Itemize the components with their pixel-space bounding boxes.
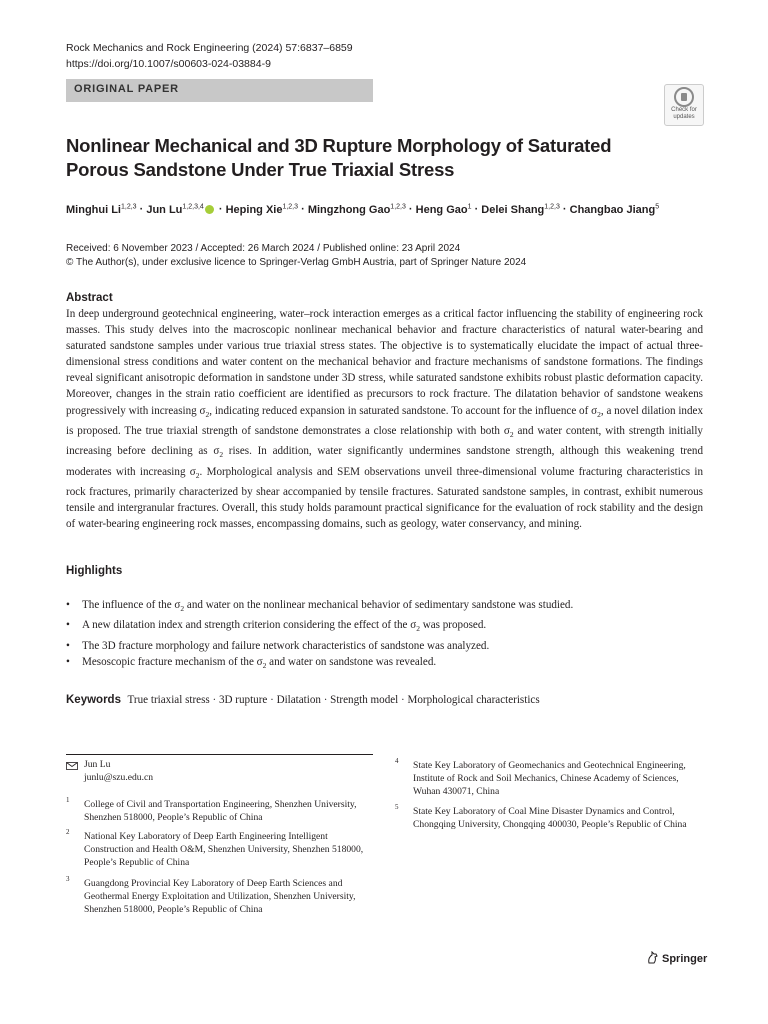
affiliation-number: 5 <box>395 803 399 811</box>
footnote-divider <box>66 754 373 755</box>
affiliation-text: College of Civil and Transportation Engineering, Shenzhen University, Shenzhen 518000, People’s Republic of China <box>84 799 357 823</box>
orcid-icon[interactable] <box>205 205 214 214</box>
article-type-label: ORIGINAL PAPER <box>74 83 179 95</box>
author-affiliation-marker: 5 <box>655 203 660 210</box>
author[interactable] <box>481 204 560 216</box>
author-affiliation-marker: 1,2,3 <box>544 203 560 210</box>
affiliation-number: 3 <box>66 875 70 883</box>
author[interactable] <box>66 204 137 216</box>
corresponding-email[interactable]: junlu@szu.edu.cn <box>84 771 154 783</box>
envelope-icon <box>66 762 78 770</box>
journal-citation: Rock Mechanics and Rock Engineering (2024) 57:6837–6859 <box>66 42 353 54</box>
author-separator: · <box>136 203 147 216</box>
author-name: Delei Shang <box>481 203 545 216</box>
affiliation-number: 1 <box>66 796 70 804</box>
author[interactable] <box>308 204 406 216</box>
affiliation-text: State Key Laboratory of Geomechanics and Geotechnical Engineering, Institute of Rock and Soil Mechanics, Chinese Academy of Sciences, Wuhan 430071, China <box>413 760 686 797</box>
author-name: Jun Lu <box>146 203 183 216</box>
author-affiliation-marker: 1,2,3 <box>390 203 406 210</box>
check-updates-icon <box>674 87 694 107</box>
check-updates-line2: updates <box>673 114 695 120</box>
author[interactable] <box>226 204 298 216</box>
author-name: Minghui Li <box>66 203 121 216</box>
author-name: Mingzhong Gao <box>307 203 391 216</box>
author-affiliation-marker: 1 <box>467 203 472 210</box>
affiliation-number: 2 <box>66 828 70 836</box>
highlights-list <box>66 597 706 674</box>
affiliation-number: 4 <box>395 757 399 765</box>
author[interactable] <box>146 204 215 216</box>
publication-info <box>66 242 526 270</box>
corresponding-author: Jun Lu <box>84 759 111 770</box>
paper-title: Nonlinear Mechanical and 3D Rupture Morphology of Saturated Porous Sandstone Under True Triaxial Stress <box>66 135 612 180</box>
highlight-item: • A new dilatation index and strength criterion considering the effect of the $\sigma_2$ was proposed. <box>66 617 706 637</box>
copyright-line: © The Author(s), under exclusive licence to Springer-Verlag GmbH Austria, part of Springer Nature 2024 <box>66 257 527 268</box>
springer-horse-icon <box>646 951 659 964</box>
author-separator: · <box>405 203 416 216</box>
doi-link[interactable]: https://doi.org/10.1007/s00603-024-03884-9 <box>66 58 271 70</box>
highlight-item: • The 3D fracture morphology and failure network characteristics of sandstone was analyzed. <box>66 638 706 654</box>
author-list <box>66 203 706 216</box>
publisher-logo <box>646 951 707 965</box>
check-updates-line1: Check for <box>671 107 697 113</box>
abstract-text: In deep underground geotechnical engineering, water–rock interaction emerges as a critical factor influencing the stability of engineering rock masses. This study delves into the macroscopic nonlinear mechanical behavior and fracture characteristics of natural water-bearing and saturated sandstone samples under various true triaxial stress states. The objective is to systematically elucidate the impact of actual three-dimensional stress conditions and water content on the mechanical behavior and fracture mechanisms of sandstone formations. The findings reveal significant anisotropic deformation in sandstone under 3D stress, while saturated sandstone exhibits robust plastic deformation capacity. Moreover, changes in the strain ratio coefficient are identified as precursors to rock fracture. The dilatation behavior of sandstone weakens progressively with increasing $\sigma_2$, indicating reduced expansion in saturated sandstone. To account for the influence of $\sigma_2$, a novel dilation index is proposed. The true triaxial strength of sandstone demonstrates a close relationship with both $\sigma_2$ and water content, with strength initially increasing before declining as $\sigma_2$ rises. In addition, water significantly undermines sandstone strength, although this weakening trend moderates with increasing $\sigma_2$. Morphological analysis and SEM observations unveil three-dimensional volume fracturing characteristics in rock fractures, primarily characterized by shear accompanied by tensile fractures. Saturated sandstone samples, in contrast, exhibit numerous tensile and intergranular fractures. Overall, this study holds paramount practical significance for the evaluation of rock stability and the design of water-bearing engineering rock masses, encompassing domains, such as geology, water conservancy, and mining. <box>66 308 703 530</box>
author-name: Heng Gao <box>415 203 468 216</box>
highlight-item: • The influence of the $\sigma_2$ and water on the nonlinear mechanical behavior of sedimentary sandstone was studied. <box>66 597 706 617</box>
author-affiliation-marker: 1,2,3,4 <box>182 203 204 210</box>
highlights-heading: Highlights <box>66 565 123 577</box>
author-separator: · <box>215 203 226 216</box>
author-separator: · <box>298 203 308 216</box>
affiliation-text: National Key Laboratory of Deep Earth Engineering Intelligent Construction and Health O&M, Shenzhen University, Shenzhen 518000, People’s Republic of China <box>84 831 364 868</box>
author[interactable] <box>416 204 472 216</box>
highlight-item: • Mesoscopic fracture mechanism of the $\sigma_2$ and water on sandstone was revealed. <box>66 654 706 674</box>
author-name: Changbao Jiang <box>569 203 656 216</box>
affiliation-text: Guangdong Provincial Key Laboratory of Deep Earth Sciences and Geothermal Energy Exploitation and Utilization, Shenzhen University, Shenzhen 518000, People’s Republic of China <box>84 878 356 915</box>
article-type-badge <box>66 79 373 102</box>
journal-header <box>66 40 353 72</box>
author-separator: · <box>471 203 482 216</box>
correspondence <box>84 759 153 785</box>
publication-dates: Received: 6 November 2023 / Accepted: 26 March 2024 / Published online: 23 April 2024 <box>66 243 461 254</box>
keywords-text: True triaxial stress · 3D rupture · Dilatation · Strength model · Morphological characteristics <box>127 694 540 706</box>
check-for-updates-button[interactable] <box>664 84 704 126</box>
author-name: Heping Xie <box>225 203 283 216</box>
keywords <box>66 694 706 706</box>
abstract-heading: Abstract <box>66 292 113 304</box>
publisher-name: Springer <box>662 953 708 965</box>
affiliation-text: State Key Laboratory of Coal Mine Disaster Dynamics and Control, Chongqing University, Chongqing 400030, People’s Republic of China <box>413 806 687 830</box>
author-affiliation-marker: 1,2,3 <box>120 203 137 210</box>
keywords-label: Keywords <box>66 694 121 706</box>
author[interactable] <box>570 204 659 216</box>
author-separator: · <box>559 203 570 216</box>
author-affiliation-marker: 1,2,3 <box>282 203 299 210</box>
